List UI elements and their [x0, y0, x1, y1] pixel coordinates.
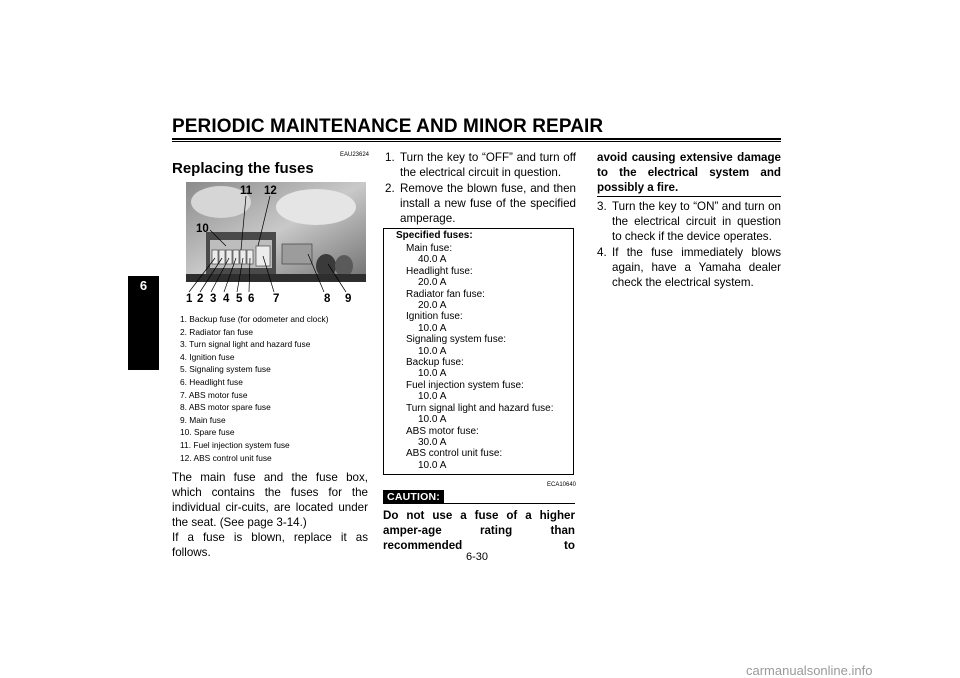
- callout-7: 7: [273, 293, 280, 305]
- spec-value: 20.0 A: [418, 300, 447, 312]
- spec-value: 30.0 A: [418, 436, 447, 448]
- specified-fuses-list: [406, 243, 554, 471]
- spec-value: 10.0 A: [418, 345, 447, 357]
- callout-2: 2: [197, 293, 204, 305]
- spec-name: Main fuse:: [406, 243, 453, 254]
- spec-value: 10.0 A: [418, 459, 447, 471]
- callout-1: 1: [186, 293, 193, 305]
- caution-text-continued: avoid causing extensive damage to the electrical system and possibly a fire.: [597, 151, 781, 195]
- page-number: 6-30: [466, 551, 489, 563]
- header-rule-thin: [172, 141, 781, 142]
- legend-item: 10. Spare fuse: [180, 427, 235, 438]
- spec-value: 40.0 A: [418, 254, 447, 266]
- callout-12: 12: [264, 185, 277, 197]
- legend-item: 5. Signaling system fuse: [180, 364, 271, 375]
- spec-value: 10.0 A: [418, 414, 447, 426]
- step-item: [597, 245, 781, 290]
- step-text: If the fuse immediately blows again, have a Yamaha dealer check the electrical system.: [612, 246, 781, 290]
- spec-value: 10.0 A: [418, 322, 447, 334]
- step-number: 4.: [597, 246, 607, 260]
- step-item: [385, 150, 576, 180]
- specified-fuses-box: [383, 228, 574, 475]
- spec-value: 10.0 A: [418, 368, 447, 380]
- section-code: EAU23624: [340, 152, 370, 158]
- callout-8: 8: [324, 293, 331, 305]
- steps-list: [385, 150, 576, 227]
- caution-text: Do not use a fuse of a higher amper-age rating than recommended to: [383, 509, 575, 553]
- caution-end-rule: [597, 196, 781, 197]
- spec-name: Backup fuse:: [406, 357, 464, 369]
- legend-item: 12. ABS control unit fuse: [180, 452, 272, 463]
- callout-10: 10: [196, 223, 209, 235]
- spec-name: Radiator fan fuse:: [406, 288, 485, 300]
- chapter-tab-number: 6: [139, 278, 148, 293]
- legend-item: 6. Headlight fuse: [180, 376, 243, 387]
- callout-11: 11: [240, 185, 253, 197]
- section-title: Replacing the fuses: [172, 160, 314, 177]
- step-text: Turn the key to “ON” and turn on the electrical circuit in question to check if the device operates.: [612, 200, 781, 244]
- spec-name: ABS motor fuse:: [406, 425, 479, 437]
- watermark: carmanualsonline.info: [746, 663, 873, 678]
- legend-item: 9. Main fuse: [180, 414, 226, 425]
- caution-code: ECA10640: [547, 482, 577, 488]
- callout-4: 4: [223, 293, 230, 305]
- legend-item: 8. ABS motor spare fuse: [180, 402, 271, 413]
- caution-rule: [444, 503, 575, 504]
- photo-shape: [282, 244, 312, 264]
- spec-name: Turn signal light and hazard fuse:: [406, 402, 554, 414]
- callout-9: 9: [345, 293, 352, 305]
- specified-fuses-heading: Specified fuses:: [396, 230, 473, 241]
- step-number: 2.: [385, 182, 395, 196]
- photo-shape: [335, 255, 353, 277]
- intro-text: If a fuse is blown, replace it as follows.: [172, 531, 368, 560]
- spec-name: Headlight fuse:: [406, 265, 473, 277]
- legend-item: 7. ABS motor fuse: [180, 389, 248, 400]
- legend-item: 2. Radiator fan fuse: [180, 326, 254, 337]
- page-header-title: PERIODIC MAINTENANCE AND MINOR REPAIR: [172, 116, 604, 137]
- legend-item: 11. Fuel injection system fuse: [180, 439, 290, 450]
- callout-3: 3: [210, 293, 217, 305]
- step-number: 3.: [597, 200, 607, 213]
- legend-item: 3. Turn signal light and hazard fuse: [180, 339, 311, 350]
- intro-paragraph: [172, 470, 368, 561]
- step-text: Remove the blown fuse, and then install a new fuse of the specified amperage.: [400, 182, 576, 226]
- figure-legend: [180, 313, 370, 464]
- legend-item: 4. Ignition fuse: [180, 351, 235, 362]
- spec-value: 20.0 A: [418, 277, 447, 289]
- spec-value: 10.0 A: [418, 391, 447, 403]
- caution-badge: CAUTION:: [383, 490, 444, 504]
- legend-item: 1. Backup fuse (for odometer and clock): [180, 314, 329, 324]
- step-text: Turn the key to “OFF” and turn off the electrical circuit in question.: [400, 151, 576, 180]
- spec-name: Fuel injection system fuse:: [406, 379, 524, 391]
- spec-name: Ignition fuse:: [406, 311, 463, 323]
- header-rule: [172, 138, 781, 140]
- steps-list-continued: [597, 199, 781, 292]
- intro-text: The main fuse and the fuse box, which contains the fuses for the individual cir-cuits, are located under the seat. (See page 3-14.): [172, 471, 368, 530]
- step-item: [597, 199, 781, 244]
- spec-name: ABS control unit fuse:: [406, 448, 503, 460]
- spec-name: Signaling system fuse:: [406, 334, 507, 346]
- step-item: [385, 181, 576, 226]
- fuse-box-photo: [186, 182, 366, 308]
- callout-6: 6: [248, 293, 255, 305]
- callout-5: 5: [236, 293, 243, 305]
- photo-shape: [276, 189, 356, 225]
- step-number: 1.: [385, 151, 395, 164]
